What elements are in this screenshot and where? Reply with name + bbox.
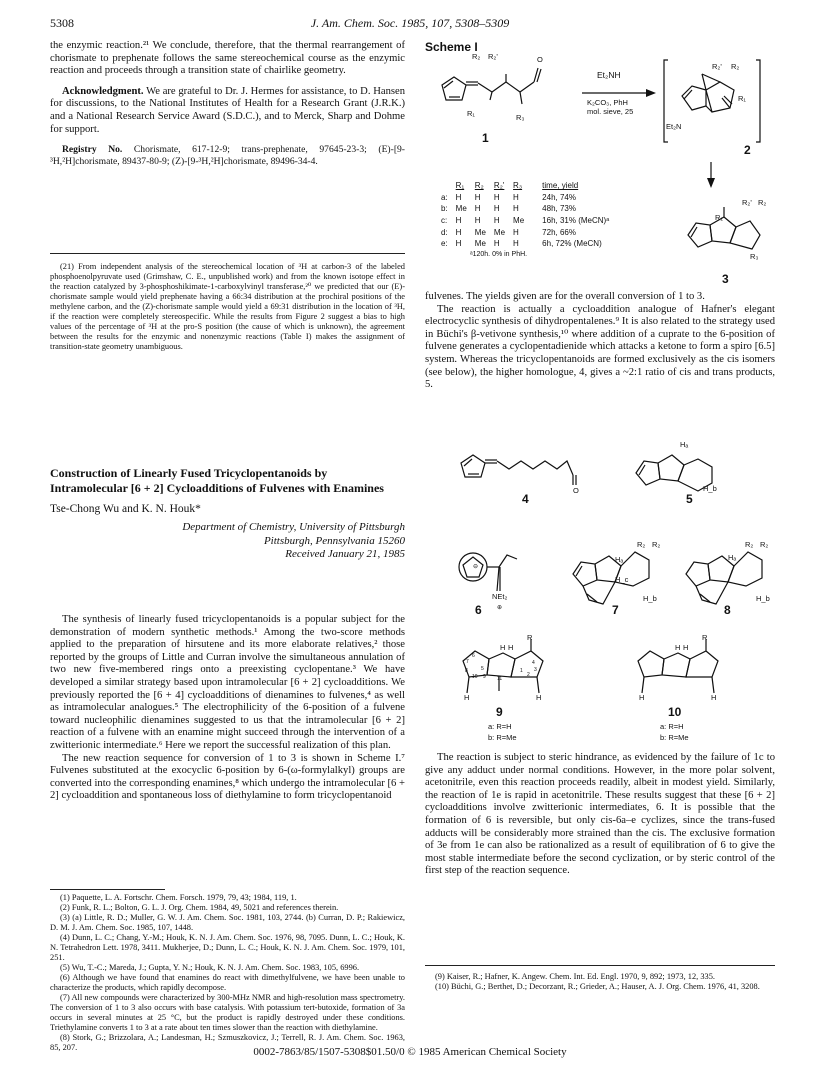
compound-8-structure (680, 538, 790, 623)
body-paragraph-4: The reaction is actually a cycloaddition analogue of Hafner's elegant electrocyclic synthesis of dihydropentalenes.⁹ It is also related to the strategy used in Büchi's β-vetivone synthesis,¹⁰ where addition of a cuprate to the 6-position of fulvene generates a cyclopentadienide which attacks a ketone to form a spiro [6.5] system. Whereas the tricyclopentanoids are formed exclusively as the cis isomers (see below), the higher homologue, 4, gives a ~2:1 ratio of cis and trans products, 5. (425, 303, 775, 391)
r2-label-3: R₂ (758, 198, 767, 207)
footnote-21 (50, 262, 405, 352)
hb-label-5: H_b (703, 484, 717, 493)
atom-number-3: 3 (534, 667, 537, 673)
footnote: (2) Funk, R. L.; Bolton, G. L. J. Org. Chem. 1984, 49, 5021 and references therein. (60, 903, 339, 912)
reaction-arrow (580, 88, 660, 98)
h-label-9b: H (508, 643, 514, 652)
reagent-sieves: mol. sieve, 25 (587, 107, 634, 116)
compound-1-structure (420, 60, 570, 150)
row-label: a: (441, 192, 448, 202)
table-row (437, 203, 613, 215)
row-label: c: (441, 216, 448, 226)
oxygen-label-4: O (573, 486, 579, 495)
table-row (437, 192, 613, 204)
down-arrow (705, 160, 717, 190)
footnote: (3) (a) Little, R. D.; Muller, G. W. J. Am. Chem. Soc. 1981, 103, 2744. (b) Curran, D. P.; Rakiewicz, D. M. J. Am. Chem. Soc. 1985, 107, 1448. (50, 913, 405, 932)
cell: H (513, 239, 519, 249)
footnote: (1) Paquette, L. A. Fortschr. Chem. Forsch. 1979, 79, 43; 1984, 119, 1. (60, 893, 297, 902)
h-label-10b: H (683, 643, 689, 652)
compound-10-number: 10 (668, 705, 682, 719)
cell: 72h, 66% (542, 227, 576, 237)
left-column-top (50, 40, 405, 167)
r2-label-7a: R₂ (637, 540, 646, 549)
compound-8-number: 8 (724, 603, 731, 617)
cell: H (493, 239, 500, 249)
atom-number-2: 2 (527, 672, 530, 678)
compound-5-number: 5 (686, 492, 693, 506)
footnote: (8) Stork, G.; Brizzolara, A.; Landesman, H.; Szmuszkovicz, J.; Terrell, R. J. Am. Chem. Soc. 1963, 85, 207. (50, 1033, 405, 1052)
affiliation-line-2: Pittsburgh, Pennsylvania 15260 (263, 534, 405, 547)
h-label-10d: H (711, 693, 717, 702)
article-header (50, 466, 405, 562)
cell: H (455, 216, 462, 226)
positive-charge-icon: ⊕ (497, 605, 503, 611)
hc-label-7: H_c (615, 575, 629, 584)
ha-label-8: Hₐ (728, 553, 737, 562)
footnote-21-text: (21) From independent analysis of the stereochemical location of ³H at carbon-3 of the labeled phosphoenolpyruvate used (Grimshaw, C. E., unpublished work) and from the known isotope effect in the reaction catalyzed by 3-phosphoshikimate-1-carboxylvinyl transferase,²⁰ we predicted that our (E)-chorismate sample would yield prephenate having a 66:34 distribution at the prochiral positions of the methylene carbon, and the (Z)-chorismate sample would yield a 69:31 distribution in the location of ³H, if the reaction were completely stereospecific. While the results from Figure 2 suggest a bias to high values of the percentage of ³H at the pro-S position (the cause of which is unknown), the agreement between the results for the enzymic and nonenzymic reactions (Table I) makes the assignment of transition-state geometry unambiguous. (50, 262, 405, 351)
intro-paragraph: the enzymic reaction.²¹ We conclude, therefore, that the thermal rearrangement of chorismate to prephenate follows the same stereochemical course as the enzymic reaction and proceeds through a transition state of chairlike geometry. (50, 40, 405, 77)
row-label: b: (441, 204, 448, 214)
registry-heading: Registry No. (62, 144, 123, 156)
cell: H (493, 204, 500, 214)
cell: H (474, 192, 481, 202)
compound-6-number: 6 (475, 603, 482, 617)
body-paragraph-1: The synthesis of linearly fused tricyclopentanoids is a popular subject for the demonstration of modern synthetic methods.¹ Among the two-score methods applied to the preparation of hirsutene and its more elaborate relatives,² those reported by the groups of Little and Curran involve the simultaneous annulation of two new five-membered rings onto a preexisting cyclopentane.³ We have developed a similar strategy based upon intramolecular [6 + 2] cycloadditions. We previously reported the [6 + 4] cycloadditions of dienamines to fulvenes,⁴ as well as intramolecular analogues.⁵ The electrophilicity of the 6-position of a fulvene toward nucleophilic dienamines suggested to us that the intramolecular [6 + 2] reaction of a fulvene with an enamine might succeed through the intervention of a zwitterionic intermediate.⁶ Here we report the successful realization of this plan. (50, 614, 405, 751)
right-column-text-2 (425, 752, 775, 878)
compound-3-number: 3 (722, 272, 729, 286)
h-label-9d: H (536, 693, 542, 702)
authors: Tse-Chong Wu and K. N. Houk* (50, 503, 201, 515)
running-head (50, 16, 770, 32)
footnote: (5) Wu, T.-C.; Mareda, J.; Gupta, Y. N.; Houk, K. N. J. Am. Chem. Soc. 1983, 105, 6996. (60, 963, 360, 972)
footnotes-right (425, 972, 775, 992)
compound-2-number: 2 (744, 143, 751, 157)
footnote-divider-right (425, 965, 775, 966)
footnote: (4) Dunn, L. C.; Chang, Y.-M.; Houk, K. N. J. Am. Chem. Soc. 1976, 98, 7095. Dunn, L. C.; Houk, K. N. Tetrahedron Lett. 1978, 3411. Mukherjee, D.; Dunn, L. C.; Houk, K. N. J. Am. Chem. Soc. 1979, 101, 251. (50, 933, 405, 962)
row-label: e: (441, 239, 448, 249)
cell: H (513, 227, 519, 237)
cell: Me (455, 204, 467, 214)
cell: H (513, 192, 519, 202)
negative-charge-icon: ⊖ (473, 564, 479, 570)
atom-number-9: 9 (483, 674, 486, 680)
r2-label-7b: R₂ (652, 540, 661, 549)
atom-number-10: 10 (472, 674, 478, 680)
cell: H (474, 204, 481, 214)
journal-citation: J. Am. Chem. Soc. 1985, 107, 5308–5309 (310, 16, 510, 30)
compound-1-number: 1 (482, 131, 489, 145)
registry-numbers (50, 144, 405, 167)
legend-10a: a: R=H (660, 722, 684, 731)
net2-label: NEt₂ (492, 592, 508, 601)
r1-label-3: R₁ (715, 213, 723, 222)
cell: Me (474, 227, 486, 237)
table-row (437, 226, 613, 238)
affiliation (50, 521, 405, 562)
compound-10-structure (630, 635, 750, 715)
footnote: (10) Büchi, G.; Berthet, D.; Decorzant, R.; Grieder, A.; Hauser, A. J. Org. Chem. 1976, 41, 3208. (435, 982, 760, 991)
atom-number-1: 1 (520, 668, 523, 674)
cell: Me (493, 227, 506, 237)
cell: Me (513, 216, 525, 226)
ack-text: We are grateful to Dr. J. Hermes for assistance, to D. Hansen for discussions, to the National Institutes of Health for a Research Grant (J.R.K.) and a National Research Service Award (S.D.C.), and to Merck, Sharp and Dohme for support. (50, 85, 405, 135)
h-label-10c: H (639, 693, 645, 702)
article-title: Construction of Linearly Fused Tricyclopentanoids by Intramolecular [6 + 2] Cycloadditions of Fulvenes with Enamines (50, 466, 384, 495)
oxygen-label: O (537, 55, 543, 64)
r2p-label-2: R₂' (712, 62, 722, 71)
table-footnote: ᵃ120h. 0% in PhH. (470, 251, 528, 258)
compound-7-number: 7 (612, 603, 619, 617)
footnote: (9) Kaiser, R.; Hafner, K. Angew. Chem. Int. Ed. Engl. 1970, 9, 892; 1973, 12, 335. (435, 972, 716, 981)
compound-4-structure (455, 445, 605, 495)
reagent-conditions: K₂CO₃, PhH (587, 98, 628, 107)
h-label-10a: H (675, 643, 681, 652)
footnote: (6) Although we have found that enamines do react with dimethylfulvene, we have been unable to characterize the products, which rapidly decompose. (50, 973, 405, 992)
footnote-divider (50, 889, 165, 890)
left-column-body (50, 614, 405, 803)
cell: H (474, 216, 481, 226)
row-label: d: (441, 227, 448, 237)
page-footer: 0002-7863/85/1507-5308$01.50/0 © 1985 American Chemical Society (253, 1046, 567, 1058)
compound-4-number: 4 (522, 492, 529, 506)
atom-number-4: 4 (532, 660, 535, 666)
cell: H (493, 216, 500, 226)
r2-label-8a: R₂ (745, 540, 754, 549)
cell: 6h, 72% (MeCN) (542, 239, 602, 249)
received-date: Received January 21, 1985 (285, 548, 405, 560)
table-header-row (437, 180, 613, 192)
acknowledgment (50, 86, 405, 136)
body-paragraph-2: The new reaction sequence for conversion of 1 to 3 is shown in Scheme I.⁷ Fulvenes substituted at the exocyclic 6-position by 6-(ω-formylalkyl) groups are converted into the corresponding enamines,⁸ which undergo the intramolecular [6 + 2] cycloaddition and spontaneous loss of diethylamine to form tricyclopentanoid (50, 752, 405, 802)
r-label-9: R (527, 633, 533, 642)
registry-text: Chorismate, 617-12-9; trans-prephenate, 97645-23-3; (E)-[9-³H,²H]chorismate, 89437-80-9; (Z)-[9-³H,²H]chorismate, 89496-34-4. (50, 144, 406, 167)
legend-9a: a: R=H (488, 722, 512, 731)
substituent-table (437, 180, 613, 250)
r2p-label-3: R₂' (742, 198, 752, 207)
legend-10b: b: R=Me (660, 733, 689, 742)
compound-2-structure (662, 58, 767, 146)
r3-label-3: R₃ (750, 252, 759, 261)
compound-6-structure (455, 545, 535, 625)
r2-label-8b: R₂ (760, 540, 769, 549)
legend-9b: b: R=Me (488, 733, 517, 742)
column-header: R₃ (513, 181, 523, 191)
cell: H (455, 239, 462, 249)
cell: 48h, 73% (542, 204, 576, 214)
ack-heading: Acknowledgment. (62, 85, 144, 97)
reagent-et2nh: Et₂NH (597, 70, 621, 80)
column-header: R₂ (474, 181, 484, 191)
cell: H (455, 192, 462, 202)
atom-number-7: 7 (466, 659, 469, 665)
r1-label: R₁ (467, 109, 475, 118)
affiliation-line-1: Department of Chemistry, University of Pittsburgh (182, 521, 405, 533)
column-header: R₁ (455, 181, 465, 191)
table-row (437, 215, 613, 227)
r2p-label: R₂' (488, 52, 498, 61)
r2-label-2: R₂ (731, 62, 740, 71)
h-label-9c: H (464, 693, 470, 702)
cell: H (493, 192, 500, 202)
r-label-10: R (702, 633, 708, 642)
r3-label: R₃ (516, 113, 525, 122)
atom-number-5: 5 (481, 666, 484, 672)
r1-label-2: R₁ (738, 94, 746, 103)
cell: H (455, 227, 462, 237)
cell: H (513, 204, 519, 214)
cell: 24h, 74% (542, 192, 576, 202)
cell: Me (474, 239, 486, 249)
column-header: time, yield (542, 181, 579, 191)
divider (50, 253, 405, 254)
h-label-9a: H (500, 643, 506, 652)
atom-number-11: 11 (497, 676, 503, 682)
footnotes-left (50, 893, 405, 1053)
hb-label-8: H_b (756, 594, 770, 603)
table-row (437, 238, 613, 250)
column-header: R₂' (493, 181, 505, 191)
cell: 16h, 31% (MeCN)ᵃ (542, 216, 610, 226)
ha-label-5: Hₐ (680, 440, 689, 449)
footnote: (7) All new compounds were characterized by 300-MHz NMR and high-resolution mass spectrometry. The conversion of 1 to 3 also occurs with base catalysis. With potassium tert-butoxide, formation of 3a occurs in several minutes at 25 °C, but the product is rapidly destroyed under these conditions. Triethylamine converts 1 to 3 at a rate about ten times slower than the reaction with diethylamine. (50, 993, 405, 1032)
page-number: 5308 (50, 16, 74, 30)
scheme-label: Scheme I (425, 40, 478, 54)
right-column-text-1 (425, 291, 775, 392)
body-paragraph-5: The reaction is subject to steric hindrance, as evidenced by the failure of 1c to give any adduct under normal conditions. However, in the more polar solvent, acetonitrile, even this reaction proceeds readily, albeit in modest yield. Similarly, the reaction of 1e is rapid in acetonitrile. These results suggest that these [6 + 2] cycloadditions involve zwitterionic intermediates, 6. It is possible that the formation of 6 is reversible, but only cis-6a–e cyclizes, since the trans-fused adducts will be considerably more strained than the cis. The exclusive formation of 3e from 1e can also be rationalized as a result of equilibration of 6 to give the most stable intermediate before the second cyclization, or by steric control of the first step of the reaction sequence. (425, 752, 775, 877)
hb-label-7: H_b (643, 594, 657, 603)
body-paragraph-3: fulvenes. The yields given are for the overall conversion of 1 to 3. (425, 291, 705, 302)
atom-number-8: 8 (465, 668, 468, 674)
compound-9-number: 9 (496, 705, 503, 719)
atom-number-6: 6 (472, 653, 475, 659)
ha-label-7: Hₐ (615, 555, 624, 564)
r2-label: R₂ (472, 52, 481, 61)
et2n-label: Et₂N (666, 122, 682, 131)
